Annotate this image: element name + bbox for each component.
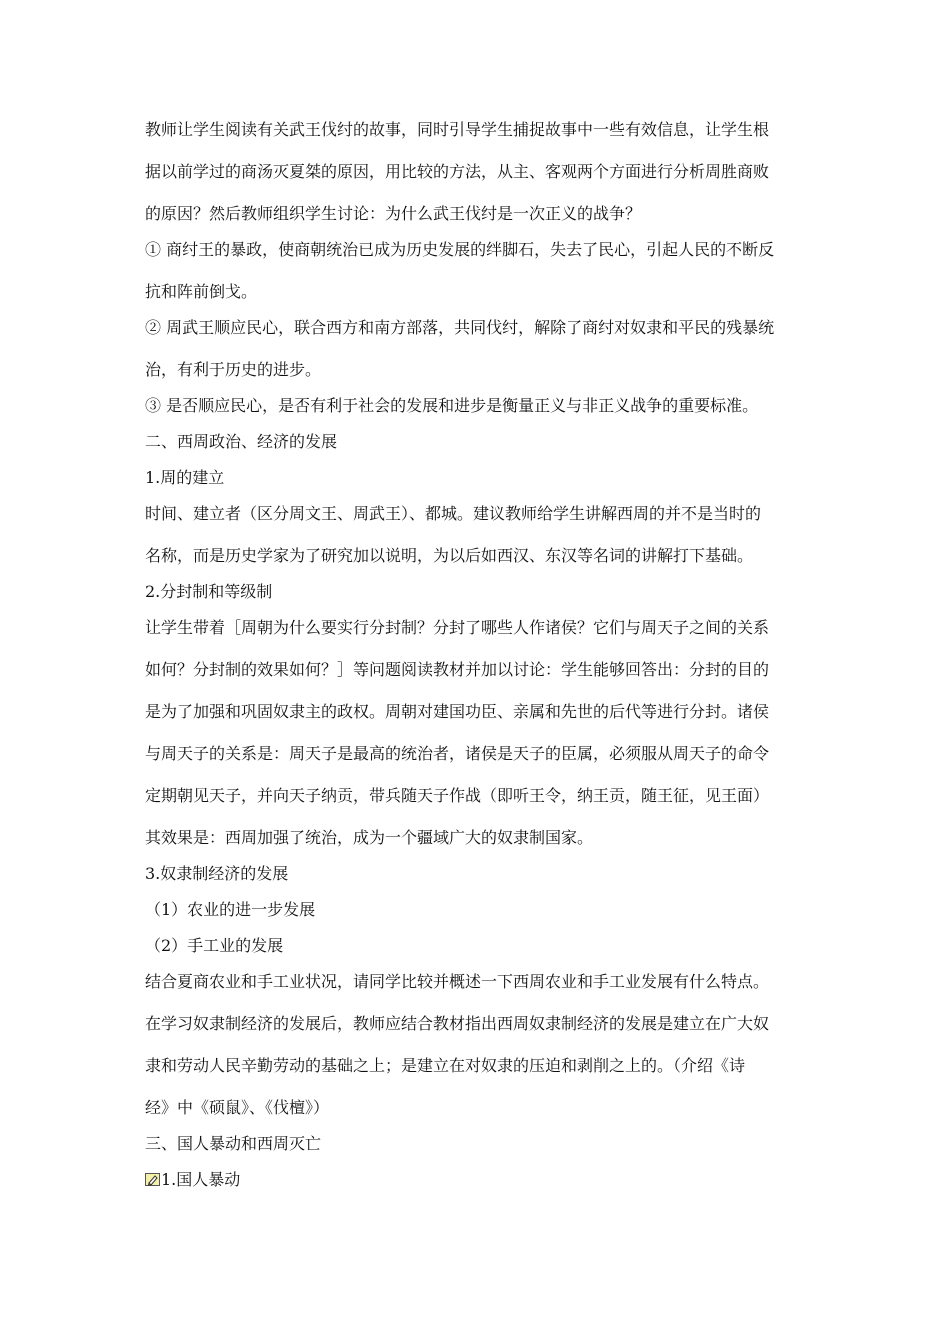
subsection-heading: 1.周的建立 bbox=[145, 468, 225, 487]
paragraph-line: 治，有利于历史的进步。 bbox=[145, 360, 322, 379]
paragraph-line: 时间、建立者（区分周文王、周武王）、都城。建议教师给学生讲解西周的并不是当时的 bbox=[145, 504, 762, 523]
paragraph-line: 的原因？然后教师组织学生讨论：为什么武王伐纣是一次正义的战争？ bbox=[145, 204, 642, 223]
paragraph-line: 据以前学过的商汤灭夏桀的原因，用比较的方法，从主、客观两个方面进行分析周胜商败 bbox=[145, 162, 770, 181]
list-item: （1）农业的进一步发展 bbox=[145, 900, 316, 919]
paragraph-line: 在学习奴隶制经济的发展后，教师应结合教材指出西周奴隶制经济的发展是建立在广大奴 bbox=[145, 1014, 770, 1033]
paragraph-line: 教师让学生阅读有关武王伐纣的故事，同时引导学生捕捉故事中一些有效信息，让学生根 bbox=[145, 120, 770, 139]
paragraph-line: 结合夏商农业和手工业状况，请同学比较并概述一下西周农业和手工业发展有什么特点。 bbox=[145, 972, 770, 991]
paragraph-line: 与周天子的关系是：周天子是最高的统治者，诸侯是天子的臣属，必须服从周天子的命令 bbox=[145, 744, 770, 763]
section-heading-2: 二、西周政治、经济的发展 bbox=[145, 432, 338, 451]
list-item-1: ① 商纣王的暴政，使商朝统治已成为历史发展的绊脚石，失去了民心，引起人民的不断反 bbox=[145, 240, 775, 259]
paragraph-line: 定期朝见天子，并向天子纳贡，带兵随天子作战（即听王令，纳王贡，随王征，见王面） bbox=[145, 786, 770, 805]
subsection-heading: 1.国人暴动 bbox=[161, 1170, 241, 1189]
section-heading-3: 三、国人暴动和西周灭亡 bbox=[145, 1134, 322, 1153]
paragraph-line: 其效果是：西周加强了统治，成为一个疆域广大的奴隶制国家。 bbox=[145, 828, 594, 847]
list-item-2: ② 周武王顺应民心，联合西方和南方部落，共同伐纣，解除了商纣对奴隶和平民的残暴统 bbox=[145, 318, 775, 337]
list-item: （2）手工业的发展 bbox=[145, 936, 284, 955]
subsection-heading-with-icon bbox=[145, 1170, 810, 1190]
edit-note-icon bbox=[145, 1171, 160, 1184]
paragraph-line: 是为了加强和巩固奴隶主的政权。周朝对建国功臣、亲属和先世的后代等进行分封。诸侯 bbox=[145, 702, 770, 721]
paragraph-line: 如何？分封制的效果如何？］等问题阅读教材并加以讨论：学生能够回答出：分封的目的 bbox=[145, 660, 770, 679]
document-body bbox=[145, 120, 810, 1190]
subsection-heading: 3.奴隶制经济的发展 bbox=[145, 864, 289, 883]
paragraph-line: 隶和劳动人民辛勤劳动的基础之上；是建立在对奴隶的压迫和剥削之上的。（介绍《诗 bbox=[145, 1056, 746, 1075]
paragraph-line: 让学生带着［周朝为什么要实行分封制？分封了哪些人作诸侯？它们与周天子之间的关系 bbox=[145, 618, 770, 637]
paragraph-line: 抗和阵前倒戈。 bbox=[145, 282, 258, 301]
paragraph-line: 经》中《硕鼠》、《伐檀》） bbox=[145, 1098, 330, 1117]
list-item-3: ③ 是否顺应民心，是否有利于社会的发展和进步是衡量正义与非正义战争的重要标准。 bbox=[145, 396, 759, 415]
subsection-heading: 2.分封制和等级制 bbox=[145, 582, 273, 601]
paragraph-line: 名称，而是历史学家为了研究加以说明，为以后如西汉、东汉等名词的讲解打下基础。 bbox=[145, 546, 754, 565]
